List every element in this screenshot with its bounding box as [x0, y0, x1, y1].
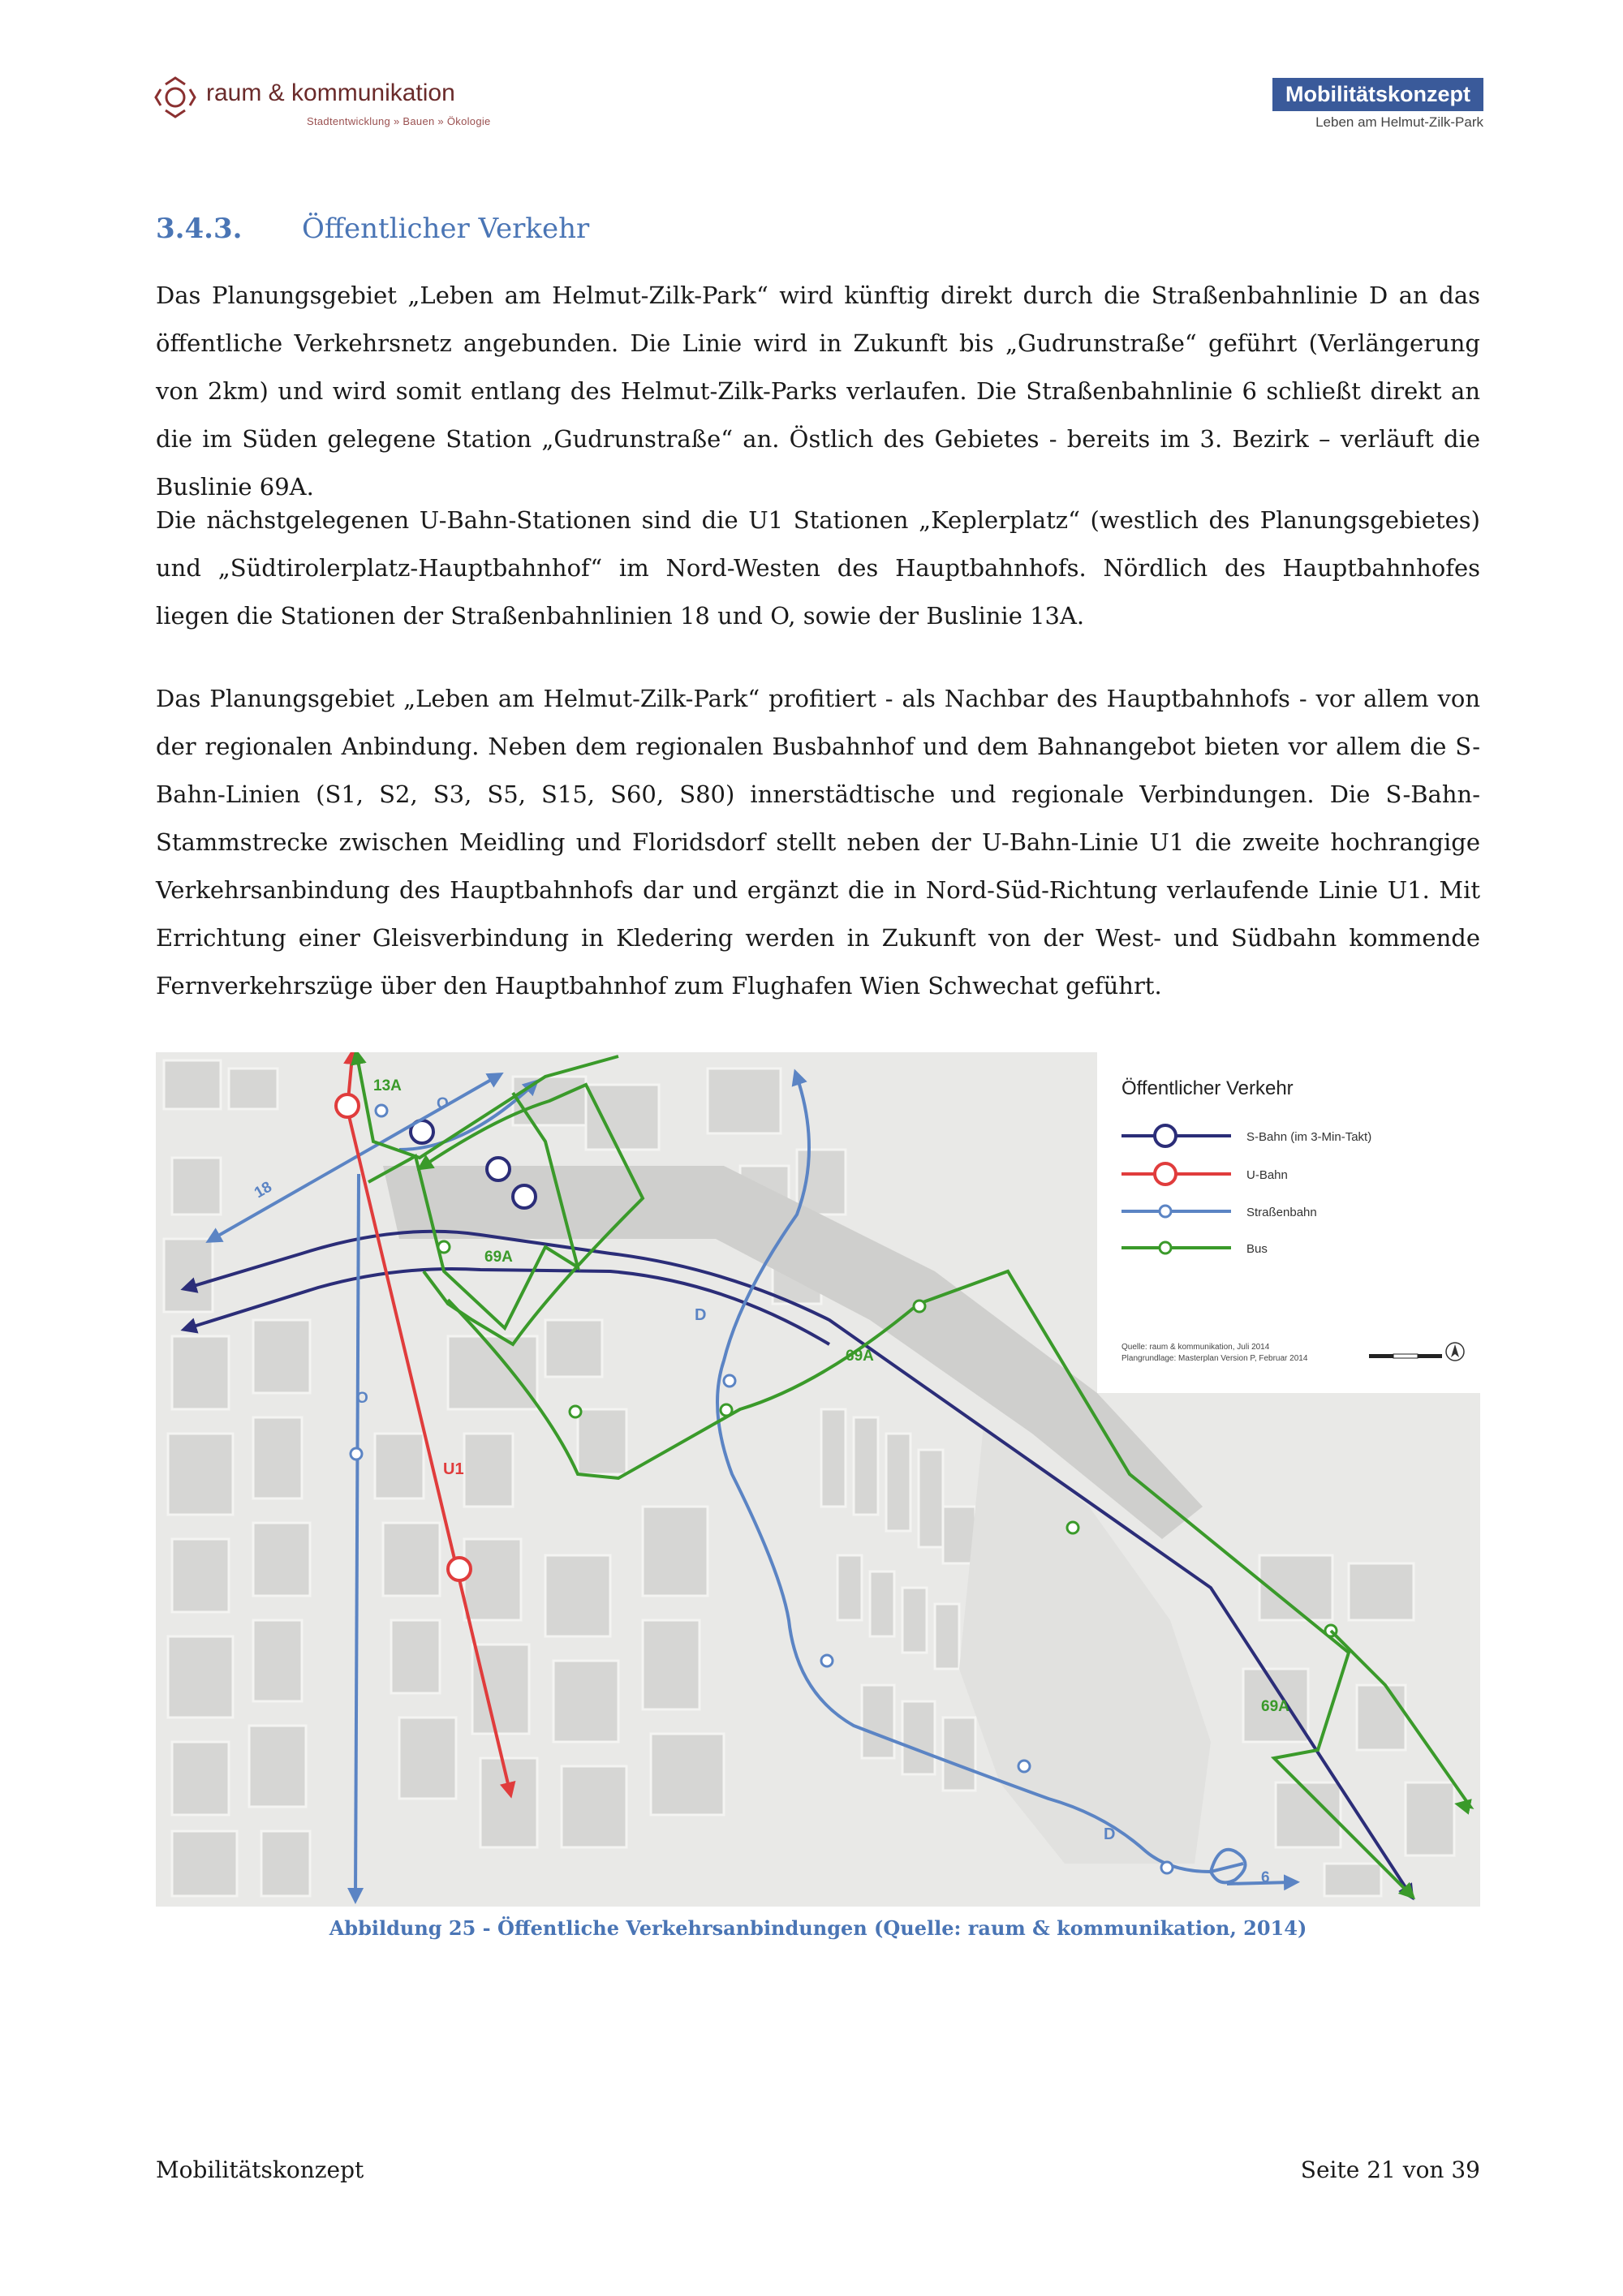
label-69a: 69A	[484, 1249, 513, 1266]
tram-station	[376, 1105, 387, 1116]
label-18: 18	[252, 1178, 275, 1202]
label-d: D	[695, 1306, 707, 1324]
label-u1: U1	[443, 1460, 464, 1478]
label-69a: 69A	[1261, 1698, 1289, 1715]
bus-station	[570, 1406, 581, 1417]
section-heading	[156, 213, 589, 245]
project-logo-title: Mobilitätskonzept	[1272, 78, 1483, 111]
bus-station	[721, 1404, 732, 1416]
logo-name: raum & kommunikation	[206, 80, 455, 106]
logo-mark-icon	[154, 76, 196, 118]
label-6: 6	[1261, 1869, 1270, 1886]
transit-map-figure	[156, 1052, 1480, 1907]
footer-title: Mobilitätskonzept	[156, 2156, 364, 2183]
project-logo-subtitle: Leben am Helmut-Zilk-Park	[1315, 114, 1483, 130]
section-number: 3.4.3.	[156, 213, 243, 245]
ubahn-station	[336, 1094, 359, 1117]
bus-station	[438, 1241, 450, 1253]
company-logo	[154, 75, 527, 131]
label-o: O	[437, 1095, 449, 1112]
sbahn-station	[513, 1185, 536, 1208]
label-69a: 69A	[846, 1348, 874, 1365]
legend-label: U-Bahn	[1246, 1168, 1288, 1182]
logo-tagline: Stadtentwicklung » Bauen » Ökologie	[307, 115, 491, 127]
tram-station	[351, 1448, 362, 1460]
ubahn-station	[448, 1558, 471, 1580]
tram-station	[724, 1375, 735, 1387]
transit-map	[156, 1052, 1480, 1907]
legend-label: Bus	[1246, 1242, 1268, 1256]
scale-bar	[1369, 1354, 1442, 1358]
sbahn-station	[487, 1158, 510, 1180]
label-13a: 13A	[373, 1077, 402, 1094]
paragraph: Das Planungsgebiet „Leben am Helmut-Zilk-Park“ profitiert - als Nachbar des Hauptbahnhofs - vor allem von der regionalen Anbindung. Neben dem regionalen Busbahnhof und dem Bahnangebot bieten vor allem die S-Bahn-Linien (S1, S2, S3, S5, S15, S60, S80) innerstädtische und regionale Verbindungen. Die S-Bahn-Stammstrecke zwischen Meidling und Floridsdorf stellt neben der U-Bahn-Linie U1 die zweite hochrangige Verkehrsanbindung des Hauptbahnhofs dar und ergänzt die in Nord-Süd-Richtung verlaufende Linie U1. Mit Errichtung einer Gleisverbindung in Kledering werden in Zukunft von der West- und Südbahn kommende Fernverkehrszüge über den Hauptbahnhof zum Flughafen Wien Schwechat geführt.	[156, 685, 1480, 1000]
project-logo	[1272, 78, 1483, 131]
tram-station	[821, 1655, 833, 1666]
tram-station	[1018, 1761, 1030, 1772]
legend-title: Öffentlicher Verkehr	[1121, 1077, 1294, 1099]
bus-station	[1067, 1522, 1078, 1533]
map-basis: Plangrundlage: Masterplan Version P, Februar 2014	[1121, 1354, 1308, 1363]
map-source: Quelle: raum & kommunikation, Juli 2014	[1121, 1343, 1270, 1352]
legend-label: Straßenbahn	[1246, 1206, 1317, 1219]
legend-label: S-Bahn (im 3-Min-Takt)	[1246, 1130, 1372, 1144]
paragraph: Die nächstgelegenen U-Bahn-Stationen sind die U1 Stationen „Keplerplatz“ (westlich des Planungsgebietes) und „Südtirolerplatz-Hauptbahnhof“ im Nord-Westen des Hauptbahnhofs. Nördlich des Hauptbahnhofes liegen die Stationen der Straßenbahnlinien 18 und O, sowie der Buslinie 13A.	[156, 506, 1480, 630]
figure-caption: Abbildung 25 - Öffentliche Verkehrsanbindungen (Quelle: raum & kommunikation, 2014)	[329, 1916, 1307, 1940]
legend-panel	[1097, 1052, 1480, 1393]
section-title: Öffentlicher Verkehr	[302, 213, 590, 245]
page-number: Seite 21 von 39	[1300, 2156, 1480, 2183]
bus-station	[914, 1301, 925, 1312]
label-d: D	[1104, 1825, 1116, 1843]
tram-station	[1161, 1862, 1173, 1873]
label-o: O	[356, 1390, 368, 1407]
paragraph: Das Planungsgebiet „Leben am Helmut-Zilk-Park“ wird künftig direkt durch die Straßenbahnlinie D an das öffentliche Verkehrsnetz angebunden. Die Linie wird in Zukunft bis „Gudrunstraße“ geführt (Verlängerung von 2km) und wird somit entlang des Helmut-Zilk-Parks verlaufen. Die Straßenbahnlinie 6 schließt direkt an die im Süden gelegene Station „Gudrunstraße“ an. Östlich des Gebietes - bereits im 3. Bezirk – verläuft die Buslinie 69A.	[156, 282, 1480, 501]
